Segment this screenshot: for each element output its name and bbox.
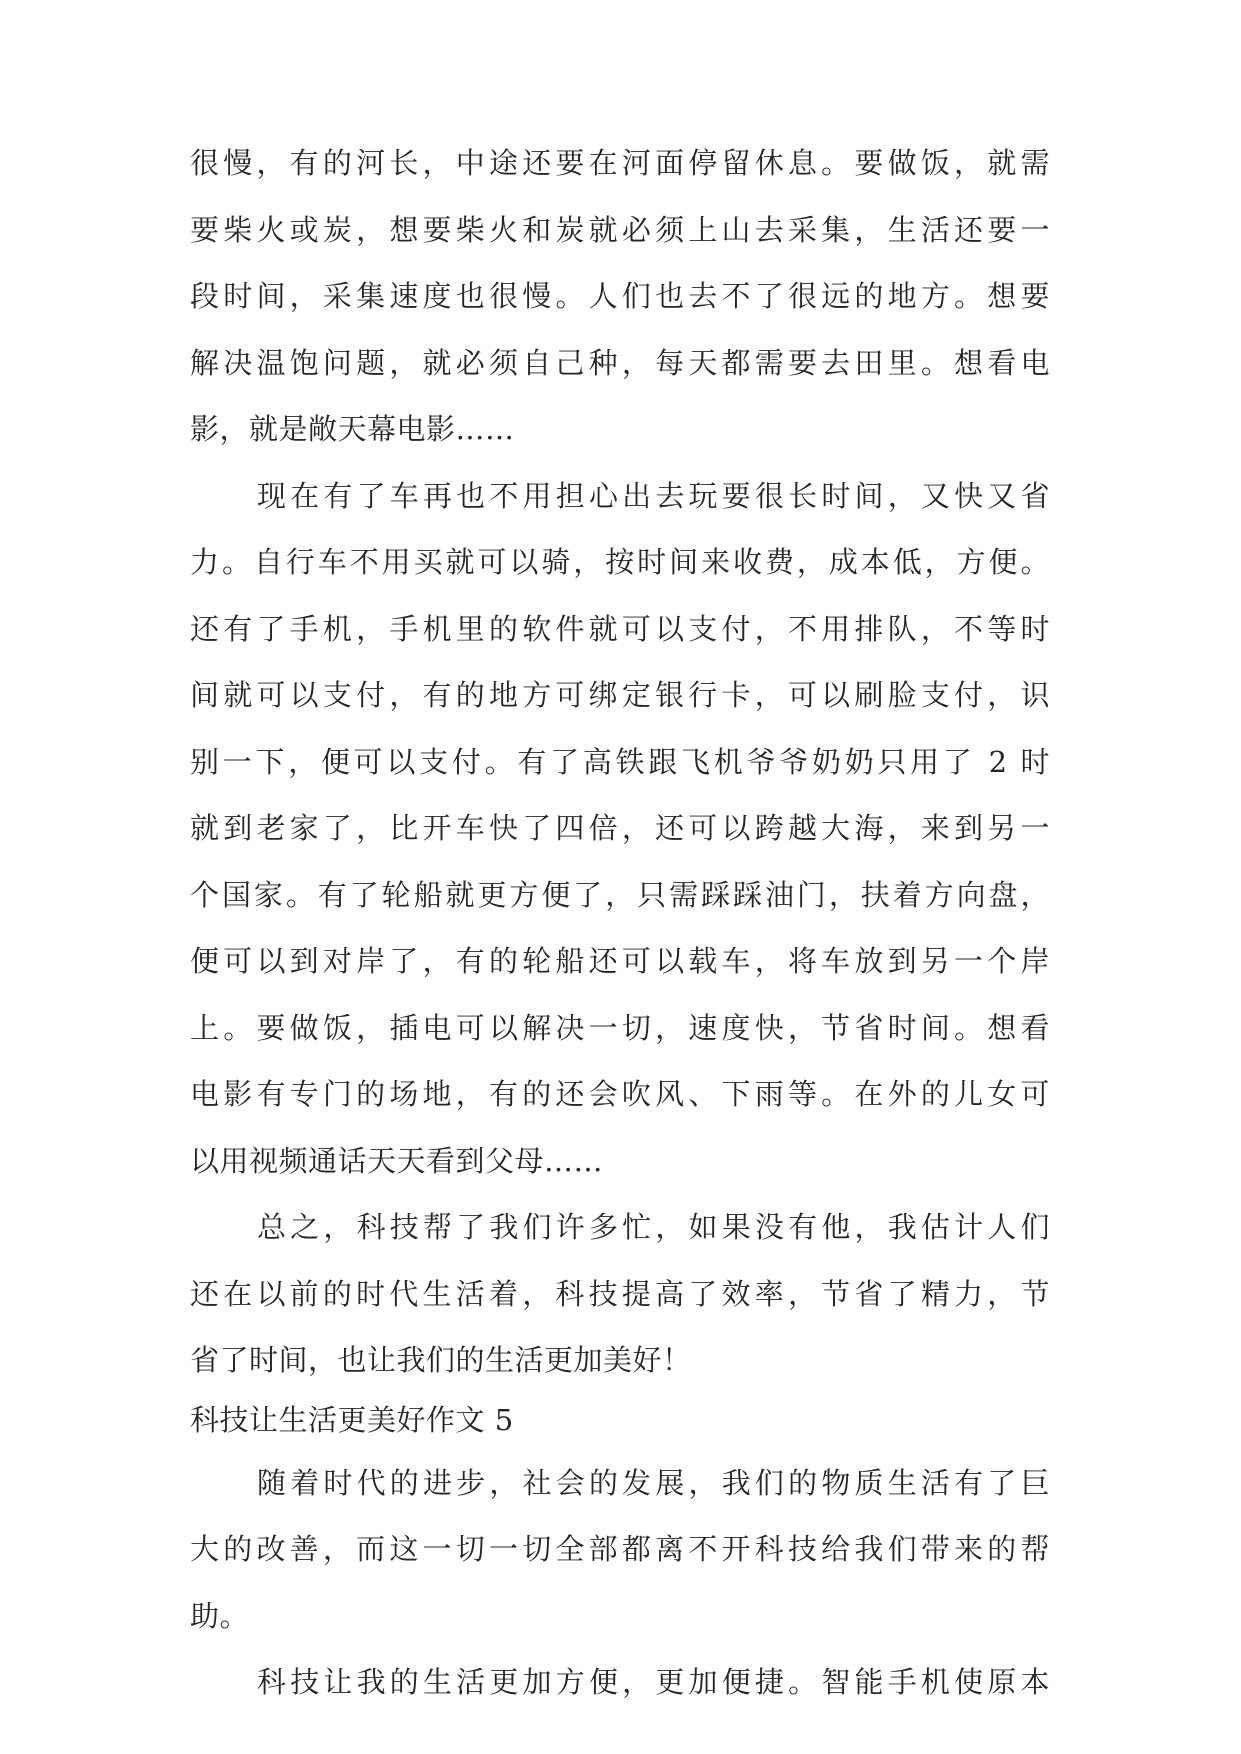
- text-line: 助。: [190, 1598, 250, 1633]
- text-line: 很慢，有的河长，中途还要在河面停留休息。要做饭，就需: [190, 146, 1050, 180]
- text-line: 段时间，采集速度也很慢。人们也去不了很远的地方。想要: [190, 279, 1050, 313]
- paragraph-progress-of-times: [190, 1450, 1050, 1650]
- text-line: 还在以前的时代生活着，科技提高了效率，节省了精力，节: [190, 1276, 1050, 1311]
- paragraph-conclusion: [190, 1194, 1050, 1394]
- text-line: 现在有了车再也不用担心出去玩要很长时间，又快又省: [257, 478, 1050, 513]
- paragraph-continued: [190, 130, 1050, 463]
- text-line: 还有了手机，手机里的软件就可以支付，不用排队，不等时: [190, 611, 1050, 646]
- text-line: 便可以到对岸了，有的轮船还可以载车，将车放到另一个岸: [190, 944, 1050, 978]
- text-line: 个国家。有了轮船就更方便了，只需踩踩油门，扶着方向盘，: [190, 877, 1050, 912]
- text-line: 力。自行车不用买就可以骑，按时间来收费，成本低，方便。: [190, 545, 1050, 579]
- text-line: 大的改善，而这一切一切全部都离不开科技给我们带来的帮: [190, 1532, 1050, 1566]
- text-line: 解决温饱问题，就必须自己种，每天都需要去田里。想看电: [190, 345, 1050, 380]
- essay-heading: 科技让生活更美好作文 5: [190, 1402, 514, 1437]
- text-line: 科技让我的生活更加方便，更加便捷。智能手机使原本: [257, 1665, 1050, 1699]
- text-line: 影，就是敞天幕电影……: [190, 412, 515, 446]
- paragraph-now-with-cars: [190, 463, 1050, 1195]
- document-page: [190, 130, 1050, 1716]
- text-line: 总之，科技帮了我们许多忙，如果没有他，我估计人们: [257, 1210, 1050, 1244]
- text-line: 要柴火或炭，想要柴火和炭就必须上山去采集，生活还要一: [190, 212, 1050, 247]
- text-line: 随着时代的进步，社会的发展，我们的物质生活有了巨: [257, 1465, 1050, 1500]
- text-line: 以用视频通话天天看到父母……: [190, 1143, 604, 1178]
- paragraph-convenience: [190, 1649, 1050, 1716]
- text-line: 上。要做饭，插电可以解决一切，速度快，节省时间。想看: [190, 1010, 1050, 1045]
- text-line: 间就可以支付，有的地方可绑定银行卡，可以刷脸支付，识: [190, 678, 1050, 712]
- text-line: 别一下，便可以支付。有了高铁跟飞机爷爷奶奶只用了 2 时: [190, 744, 1050, 779]
- text-line: 省了时间，也让我们的生活更加美好！: [190, 1343, 692, 1377]
- text-line: 电影有专门的场地，有的还会吹风、下雨等。在外的儿女可: [190, 1077, 1050, 1111]
- text-line: 就到老家了，比开车快了四倍，还可以跨越大海，来到另一: [190, 811, 1050, 845]
